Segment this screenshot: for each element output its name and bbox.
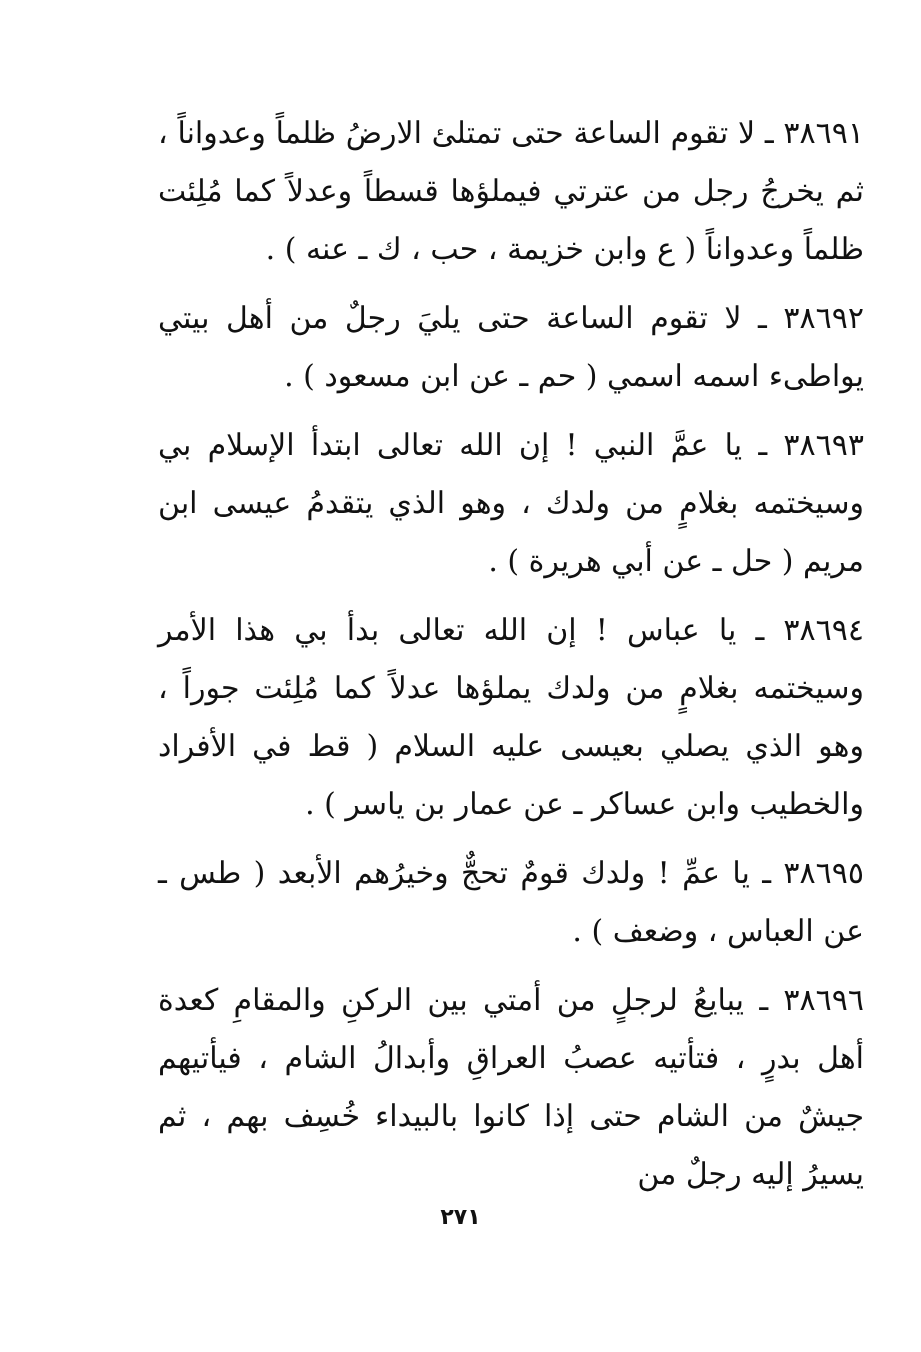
dash-separator: ـ [762,856,772,891]
dash-separator: ـ [764,116,774,151]
hadith-text: يا عباس ! إن الله تعالى بدأ بي هذا الأمر وسيختمه بغلامٍ من ولدك يملؤها عدلاً كما مُلِئت جوراً ، وهو الذي يصلي بعيسى عليه السلام ( قط في الأفراد والخطيب وابن عساكر ـ عن عمار بن ياسر ) . [158,613,864,822]
hadith-number: ٣٨٦٩١ [783,116,864,151]
hadith-entry [158,290,864,406]
hadith-number: ٣٨٦٩٤ [783,613,864,648]
hadith-number: ٣٨٦٩٦ [783,983,864,1018]
hadith-number: ٣٨٦٩٢ [783,301,864,336]
page-number: ٢٧١ [440,1205,481,1230]
hadith-number: ٣٨٦٩٥ [783,856,864,891]
dash-separator: ـ [758,301,767,336]
hadith-entry [158,105,864,279]
dash-separator: ـ [758,428,768,463]
hadith-text: يا عمِّ ! ولدك قومٌ تحجٌّ وخيرُهم الأبعد ( طس ـ عن العباس ، وضعف ) . [158,856,864,949]
hadith-entry [158,417,864,591]
hadith-text: لا تقوم الساعة حتى تمتلئ الارضُ ظلماً وعدواناً ، ثم يخرجُ رجل من عترتي فيملؤها قسطاً وعدلاً كما مُلِئت ظلماً وعدواناً ( ع وابن خزيمة ، حب ، ك ـ عنه ) . [158,116,864,267]
hadith-entry [158,845,864,961]
hadith-text: لا تقوم الساعة حتى يليَ رجلٌ من أهل بيتي يواطىء اسمه اسمي ( حم ـ عن ابن مسعود ) . [158,301,864,394]
hadith-text-block [158,105,864,1215]
hadith-number: ٣٨٦٩٣ [783,428,864,463]
hadith-text: يا عمَّ النبي ! إن الله تعالى ابتدأ الإسلام بي وسيختمه بغلامٍ من ولدك ، وهو الذي يتقدمُ عيسى ابن مريم ( حل ـ عن أبي هريرة ) . [158,428,864,579]
hadith-entry [158,602,864,834]
hadith-text: يبايعُ لرجلٍ من أمتي بين الركنِ والمقامِ كعدة أهل بدرٍ ، فتأتيه عصبُ العراقِ وأبدالُ الشام ، فيأتيهم جيشٌ من الشام حتى إذا كانوا بالبيداء خُسِف بهم ، ثم يسيرُ إليه رجلٌ من [158,983,864,1192]
dash-separator: ـ [755,613,765,648]
dash-separator: ـ [759,983,769,1018]
hadith-entry [158,972,864,1204]
